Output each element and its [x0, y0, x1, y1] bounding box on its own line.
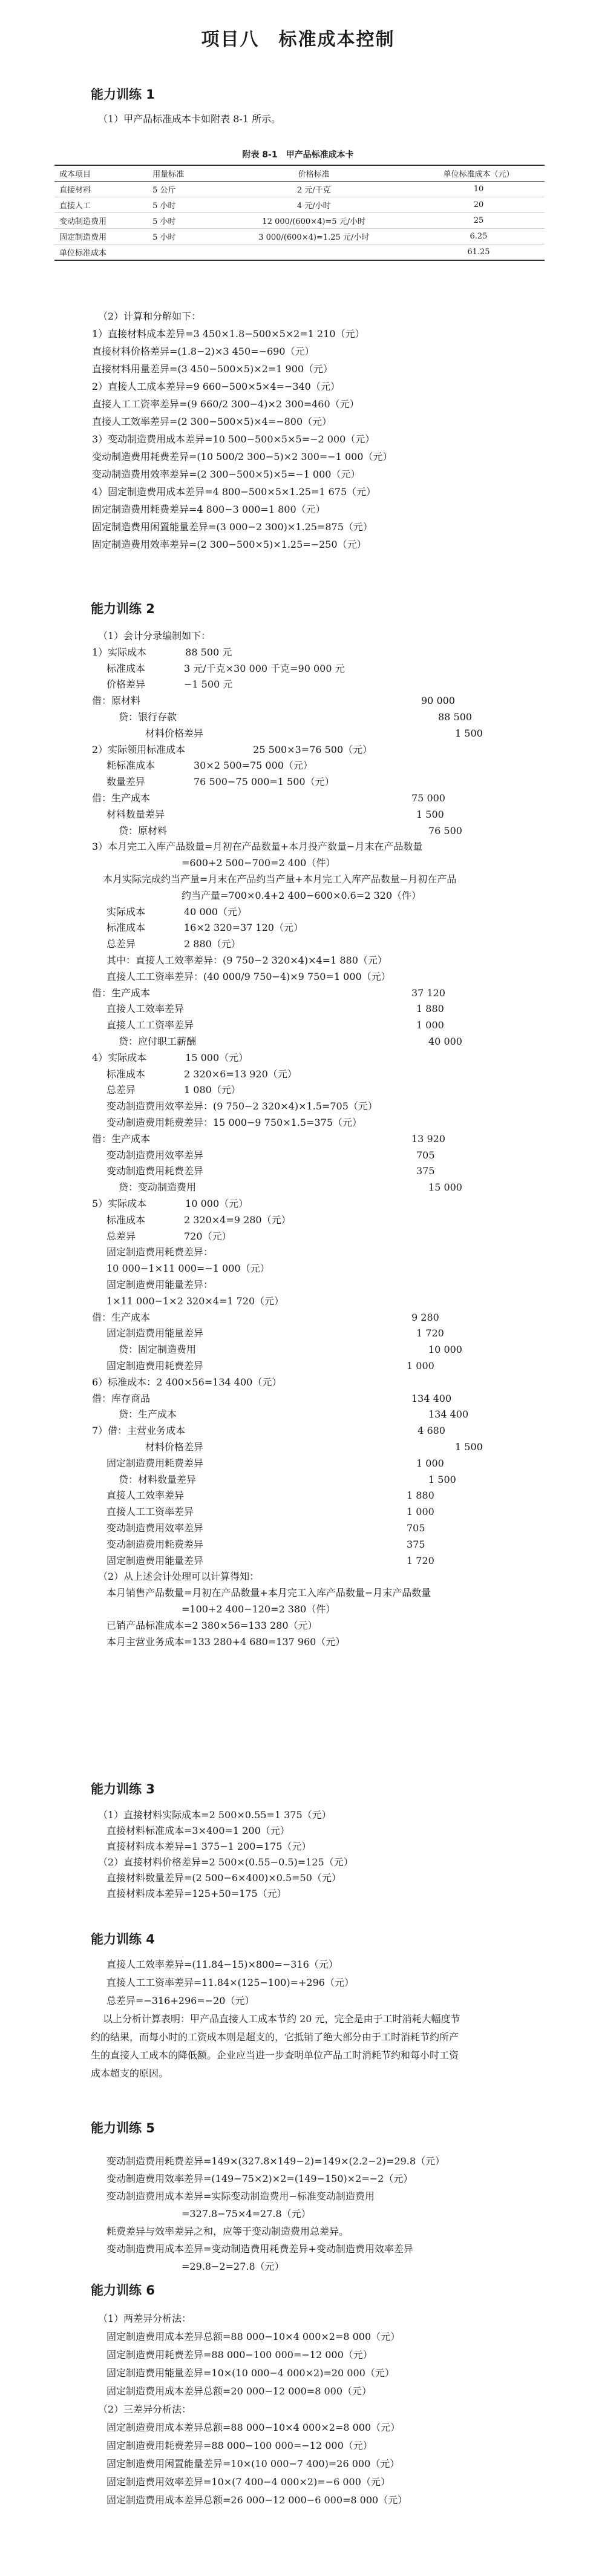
text-line: 1×11 000−1×2 320×4=1 720（元） — [106, 1295, 284, 1307]
text-line: 固定制造费用效率差异=10×(7 400−4 000×2)=−6 000（元） — [106, 2476, 390, 2488]
text-line: 变动制造费用耗费差异=149×(327.8×149−2)=149×(2.2−2)=29.8（元） — [106, 2155, 445, 2167]
text-line: 标准成本 3 元/千克×30 000 千克=90 000 元 — [106, 662, 345, 674]
text-line: 总差异=−316+296=−20（元） — [106, 1995, 255, 2006]
table-cell: 4 元/小时 — [215, 197, 413, 213]
text-line: 标准成本 16×2 320=37 120（元） — [106, 922, 303, 934]
section-heading-5: 能力训练 5 — [91, 2121, 155, 2135]
text-line: 借：原材料 90 000 — [92, 695, 455, 707]
text-line: 变动制造费用耗费差异 375 — [106, 1538, 425, 1550]
text-line: 耗费差异与效率差异之和，应等于变动制造费用总差异。 — [106, 2226, 349, 2237]
text-line: 4）固定制造费用成本差异=4 800−500×5×1.25=1 675（元） — [92, 486, 376, 498]
table-cell: 5 小时 — [148, 197, 215, 213]
section-heading-1: 能力训练 1 — [91, 87, 155, 102]
text-line: 固定制造费用耗费差异： — [106, 1246, 214, 1258]
text-line: 2）直接人工成本差异=9 660−500×5×4=−340（元） — [92, 381, 340, 392]
section-heading-3: 能力训练 3 — [91, 1782, 155, 1796]
text-line: 直接人工效率差异 1 880 — [106, 1003, 444, 1015]
table-cell: 10 — [413, 182, 545, 197]
text-line: 直接人工工资率差异：(40 000/9 750−4)×9 750=1 000（元） — [106, 970, 391, 982]
text-line: 固定制造费用闲置能量差异=10×(10 000−7 400)=26 000（元） — [106, 2458, 400, 2469]
text-line: 借：生产成本 37 120 — [92, 987, 445, 999]
text-line: 生的直接人工成本的降低额。企业应当进一步查明单位产品工时消耗节约和每小时工资 — [91, 2049, 459, 2061]
text-line: 7）借：主营业务成本 4 680 — [92, 1425, 445, 1437]
text-line: 变动制造费用耗费差异 375 — [106, 1165, 435, 1177]
text-line: 贷：应付职工薪酬 40 000 — [119, 1036, 462, 1047]
text-line: 变动制造费用效率差异=(2 300−500×5)×5=−1 000（元） — [92, 468, 361, 480]
text-line: 固定制造费用耗费差异=4 800−3 000=1 800（元） — [92, 504, 326, 515]
text-line: 固定制造费用耗费差异=88 000−100 000=−12 000（元） — [106, 2349, 373, 2361]
text-line: 固定制造费用耗费差异=88 000−100 000=−12 000（元） — [106, 2440, 373, 2451]
text-line: 直接人工工资率差异 1 000 — [106, 1506, 434, 1518]
text-line: 固定制造费用成本差异总额=20 000−12 000=8 000（元） — [106, 2385, 372, 2397]
text-line: 借：生产成本 9 280 — [92, 1311, 439, 1323]
text-line: （2）直接材料价格差异=2 500×(0.55−0.5)=125（元） — [98, 1856, 353, 1868]
section-heading-2: 能力训练 2 — [91, 602, 155, 616]
text-line: 固定制造费用能量差异=10×(10 000−4 000×2)=20 000（元） — [106, 2367, 395, 2379]
text-line: 直接材料成本差异=1 375−1 200=175（元） — [106, 1841, 312, 1852]
text-line: 贷：变动制造费用 15 000 — [119, 1181, 462, 1194]
text-line: 直接人工工资率差异 1 000 — [106, 1019, 444, 1031]
table-cell: 价格标准 — [215, 165, 413, 182]
text-line: 直接人工工资率差异=11.84×(125−100)=+296（元） — [106, 1977, 354, 1988]
text-line: 借：生产成本 13 920 — [92, 1132, 445, 1145]
text-line: 材料数量差异 1 500 — [106, 808, 444, 820]
table-cell: 变动制造费用 — [54, 213, 148, 229]
table-cell: 5 公斤 — [148, 182, 215, 197]
text-line: 贷：原材料 76 500 — [119, 824, 462, 836]
text-line: 标准成本 2 320×4=9 280（元） — [106, 1214, 291, 1226]
text-line: 5）实际成本 10 000（元） — [92, 1198, 249, 1209]
text-line: 固定制造费用能量差异： — [106, 1279, 214, 1290]
text-line: 其中：直接人工效率差异：(9 750−2 320×4)×4=1 880（元） — [106, 954, 387, 966]
text-line: 以上分析计算表明：甲产品直接人工成本节约 20 元，完全是由于工时消耗大幅度节 — [103, 2013, 460, 2025]
text-line: （2）计算和分解如下： — [98, 310, 201, 322]
text-line: 3）本月完工入库产品数量=月初在产品数量+本月投产数量−月末在产品数量 — [92, 841, 423, 853]
text-line: 借：库存商品 134 400 — [92, 1392, 452, 1404]
text-line: 4）实际成本 15 000（元） — [92, 1051, 249, 1063]
table-cell: 5 小时 — [148, 229, 215, 245]
text-line: 耗标准成本 30×2 500=75 000（元） — [106, 760, 313, 772]
text-line: 固定制造费用成本差异总额=88 000−10×4 000×2=8 000（元） — [106, 2422, 401, 2433]
table-cell — [215, 245, 413, 261]
table-row — [54, 229, 545, 245]
text-line: 变动制造费用耗费差异：15 000−9 750×1.5=375（元） — [106, 1117, 362, 1128]
text-line: 直接人工效率差异=(2 300−500×5)×4=−800（元） — [92, 416, 332, 427]
table-cell: 3 000/(600×4)=1.25 元/小时 — [215, 229, 413, 245]
text-line: 固定制造费用耗费差异 1 000 — [106, 1457, 444, 1469]
text-line: 1）直接材料成本差异=3 450×1.8−500×5×2=1 210（元） — [92, 328, 365, 340]
text-line: 直接人工效率差异 1 880 — [106, 1490, 434, 1502]
page-title: 项目八 标准成本控制 — [201, 29, 395, 50]
text-line: 直接人工效率差异=(11.84−15)×800=−316（元） — [106, 1959, 338, 1970]
section-1-intro: （1）甲产品标准成本卡如附表 8-1 所示。 — [98, 113, 281, 125]
table-cell: 直接人工 — [54, 197, 148, 213]
text-line: 固定制造费用成本差异总额=88 000−10×4 000×2=8 000（元） — [106, 2331, 401, 2342]
text-line: 贷：生产成本 134 400 — [119, 1408, 469, 1421]
text-line: 固定制造费用效率差异=(2 300−500×5)×1.25=−250（元） — [92, 539, 367, 550]
table-row — [54, 197, 545, 213]
text-line: 约当产量=700×0.4+2 400−600×0.6=2 320（件） — [182, 889, 422, 901]
section-heading-6: 能力训练 6 — [91, 2283, 155, 2298]
table-cell: 12 000/(600×4)=5 元/小时 — [215, 213, 413, 229]
text-line: 借：生产成本 75 000 — [92, 792, 445, 804]
text-line: 变动制造费用耗费差异=(10 500/2 300−5)×2 300=−1 000（元） — [92, 451, 393, 462]
text-line: 数量差异 76 500−75 000=1 500（元） — [106, 776, 335, 788]
text-line: （2）三差异分析法： — [98, 2404, 192, 2415]
table-cell: 5 小时 — [148, 213, 215, 229]
text-line: 固定制造费用能量差异 1 720 — [106, 1554, 434, 1566]
text-line: 成本超支的原因。 — [91, 2068, 169, 2079]
text-line: 直接材料用量差异=(3 450−500×5)×2=1 900（元） — [92, 363, 333, 375]
text-line: 变动制造费用成本差异=实际变动制造费用−标准变动制造费用 — [106, 2190, 375, 2202]
text-line: 变动制造费用成本差异=变动制造费用耗费差异+变动制造费用效率差异 — [106, 2243, 413, 2255]
text-line: 标准成本 2 320×6=13 920（元） — [106, 1068, 297, 1080]
text-line: 3）变动制造费用成本差异=10 500−500×5×5=−2 000（元） — [92, 433, 375, 445]
text-line: 材料价格差异 1 500 — [145, 1441, 483, 1453]
text-line: （2）从上述会计处理可以计算得知： — [98, 1571, 260, 1583]
standard-cost-table — [54, 165, 545, 261]
text-line: 直接材料数量差异=(2 500−6×400)×0.5=50（元） — [106, 1872, 341, 1884]
text-line: 材料价格差异 1 500 — [145, 727, 483, 739]
table-caption: 附表 8-1 甲产品标准成本卡 — [242, 150, 354, 160]
text-line: 6）标准成本：2 400×56=134 400（元） — [92, 1376, 282, 1388]
text-line: 固定制造费用能量差异 1 720 — [106, 1327, 444, 1339]
text-line: 本月实际完成约当产量=月末在产品约当产量+本月完工入库产品数量−月初在产品 — [103, 873, 457, 885]
text-line: 10 000−1×11 000=−1 000（元） — [106, 1263, 270, 1275]
text-line: =327.8−75×4=27.8（元） — [182, 2208, 311, 2220]
table-cell: 直接材料 — [54, 182, 148, 197]
text-line: 直接材料价格差异=(1.8−2)×3 450=−690（元） — [92, 346, 315, 357]
table-cell: 单位标准成本（元） — [413, 165, 545, 182]
text-line: 直接人工工资率差异=(9 660/2 300−4)×2 300=460（元） — [92, 398, 359, 410]
text-line: =100+2 400−120=2 380（件） — [182, 1603, 336, 1615]
table-cell: 6.25 — [413, 229, 545, 245]
table-row — [54, 182, 545, 197]
table-row — [54, 213, 545, 229]
table-cell: 固定制造费用 — [54, 229, 148, 245]
text-line: 本月销售产品数量=月初在产品数量+本月完工入库产品数量−月末产品数量 — [106, 1587, 431, 1599]
text-line: 贷：固定制造费用 10 000 — [119, 1344, 462, 1356]
table-cell: 成本项目 — [54, 165, 148, 182]
text-line: （1）两差异分析法： — [98, 2313, 192, 2324]
text-line: 约的结果，而每小时的工资成本则是超支的，它抵销了绝大部分由于工时消耗节约所产 — [91, 2031, 459, 2043]
table-cell — [148, 245, 215, 261]
text-line: 变动制造费用效率差异 705 — [106, 1149, 435, 1161]
text-line: 已销产品标准成本=2 380×56=133 280（元） — [106, 1619, 318, 1631]
table-cell: 2 元/千克 — [215, 182, 413, 197]
text-line: 1）实际成本 88 500 元 — [92, 646, 232, 658]
table-row — [54, 245, 545, 261]
text-line: 直接材料成本差异=125+50=175（元） — [106, 1888, 287, 1899]
table-header-row — [54, 165, 545, 182]
text-line: 变动制造费用效率差异：(9 750−2 320×4)×1.5=705（元） — [106, 1100, 378, 1112]
table-cell: 61.25 — [413, 245, 545, 261]
table-cell: 25 — [413, 213, 545, 229]
text-line: 总差异 2 880（元） — [106, 938, 241, 950]
text-line: 贷：材料数量差异 1 500 — [119, 1473, 456, 1485]
table-cell: 单位标准成本 — [54, 245, 148, 261]
text-line: 固定制造费用闲置能量差异=(3 000−2 300)×1.25=875（元） — [92, 521, 373, 533]
text-line: 总差异 720（元） — [106, 1230, 232, 1242]
text-line: 变动制造费用效率差异=(149−75×2)×2=(149−150)×2=−2（元） — [106, 2173, 413, 2184]
text-line: 固定制造费用成本差异总额=26 000−12 000−6 000=8 000（元） — [106, 2494, 408, 2506]
text-line: =29.8−2=27.8（元） — [182, 2261, 284, 2272]
text-line: 总差异 1 080（元） — [106, 1084, 241, 1096]
text-line: =600+2 500−700=2 400（件） — [182, 857, 336, 869]
text-line: （1）直接材料实际成本=2 500×0.55=1 375（元） — [98, 1809, 332, 1821]
text-line: 直接材料标准成本=3×400=1 200（元） — [106, 1825, 290, 1836]
text-line: 2）实际领用标准成本 25 500×3=76 500（元） — [92, 743, 373, 755]
section-heading-4: 能力训练 4 — [91, 1932, 155, 1947]
table-cell: 20 — [413, 197, 545, 213]
text-line: 价格差异 −1 500 元 — [106, 678, 233, 691]
table-cell: 用量标准 — [148, 165, 215, 182]
text-line: 本月主营业务成本=133 280+4 680=137 960（元） — [106, 1635, 345, 1648]
text-line: 贷：银行存款 88 500 — [119, 711, 472, 723]
text-line: 固定制造费用耗费差异 1 000 — [106, 1360, 434, 1372]
text-line: 变动制造费用效率差异 705 — [106, 1522, 425, 1534]
text-line: 实际成本 40 000（元） — [106, 905, 247, 918]
text-line: （1）会计分录编制如下： — [98, 630, 211, 642]
